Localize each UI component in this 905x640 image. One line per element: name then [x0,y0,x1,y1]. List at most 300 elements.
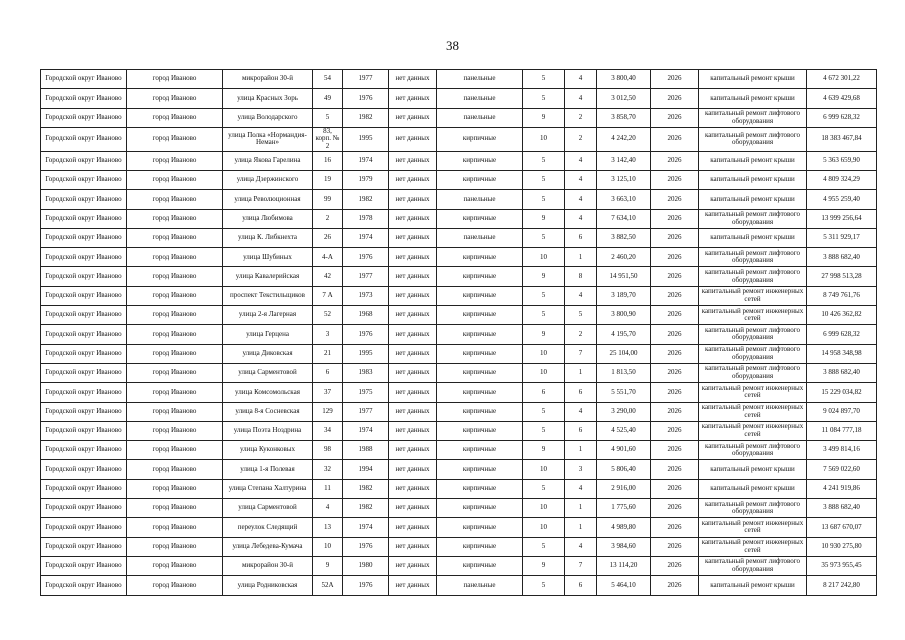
cell-work-type: капитальный ремонт инженерных сетей [699,286,807,305]
cell-wall-material: кирпичные [437,209,523,228]
cell-repair-year: 2026 [651,306,699,325]
cell-municipality: Городской округ Иваново [41,537,127,556]
cell-repair-year: 2026 [651,576,699,595]
cell-settlement: город Иваново [127,89,223,108]
cell-renovation-year: нет данных [389,537,437,556]
cell-settlement: город Иваново [127,267,223,286]
cell-work-type: капитальный ремонт инженерных сетей [699,537,807,556]
cell-settlement: город Иваново [127,518,223,537]
cell-area: 1 775,60 [597,499,651,518]
cell-house-number: 37 [313,383,343,402]
cell-floors: 9 [523,267,565,286]
cell-renovation-year: нет данных [389,402,437,421]
cell-entrances: 4 [565,402,597,421]
cell-cost: 13 999 256,64 [807,209,877,228]
cell-wall-material: кирпичные [437,267,523,286]
cell-house-number: 26 [313,228,343,247]
table-row [41,576,877,595]
cell-settlement: город Иваново [127,402,223,421]
cell-municipality: Городской округ Иваново [41,70,127,89]
cell-cost: 4 955 259,40 [807,190,877,209]
cell-renovation-year: нет данных [389,325,437,344]
cell-area: 4 242,20 [597,127,651,151]
cell-area: 3 882,50 [597,228,651,247]
cell-renovation-year: нет данных [389,190,437,209]
cell-house-number: 2 [313,209,343,228]
cell-work-type: капитальный ремонт инженерных сетей [699,421,807,440]
cell-repair-year: 2026 [651,190,699,209]
cell-settlement: город Иваново [127,248,223,267]
cell-floors: 9 [523,441,565,460]
cell-municipality: Городской округ Иваново [41,556,127,575]
cell-entrances: 1 [565,499,597,518]
table-row [41,383,877,402]
table-row [41,537,877,556]
cell-entrances: 4 [565,286,597,305]
cell-build-year: 1994 [343,460,389,479]
table-row [41,402,877,421]
cell-street: улица Комсомольская [223,383,313,402]
cell-house-number: 42 [313,267,343,286]
cell-house-number: 32 [313,460,343,479]
cell-street: улица Куконковых [223,441,313,460]
cell-house-number: 99 [313,190,343,209]
cell-street: улица Степана Халтурина [223,479,313,498]
cell-wall-material: кирпичные [437,248,523,267]
cell-street: улица Шубиных [223,248,313,267]
cell-renovation-year: нет данных [389,556,437,575]
cell-area: 3 290,00 [597,402,651,421]
cell-wall-material: панельные [437,108,523,127]
cell-area: 3 189,70 [597,286,651,305]
cell-area: 3 858,70 [597,108,651,127]
cell-renovation-year: нет данных [389,383,437,402]
cell-renovation-year: нет данных [389,499,437,518]
cell-repair-year: 2026 [651,344,699,363]
cell-area: 3 142,40 [597,151,651,170]
cell-street: улица 2-я Лагерная [223,306,313,325]
cell-settlement: город Иваново [127,556,223,575]
cell-cost: 4 672 301,22 [807,70,877,89]
table-row [41,248,877,267]
cell-cost: 10 426 362,82 [807,306,877,325]
cell-house-number: 54 [313,70,343,89]
table-row [41,421,877,440]
cell-cost: 7 569 022,60 [807,460,877,479]
cell-house-number: 52А [313,576,343,595]
cell-cost: 13 687 670,07 [807,518,877,537]
table-row [41,151,877,170]
cell-floors: 5 [523,228,565,247]
cell-build-year: 1974 [343,151,389,170]
cell-wall-material: кирпичные [437,325,523,344]
cell-cost: 10 930 275,80 [807,537,877,556]
cell-entrances: 4 [565,151,597,170]
cell-entrances: 4 [565,170,597,189]
cell-municipality: Городской округ Иваново [41,479,127,498]
cell-municipality: Городской округ Иваново [41,209,127,228]
cell-street: улица Якова Гарелина [223,151,313,170]
cell-renovation-year: нет данных [389,518,437,537]
cell-renovation-year: нет данных [389,127,437,151]
cell-house-number: 3 [313,325,343,344]
cell-wall-material: кирпичные [437,421,523,440]
cell-area: 5 464,10 [597,576,651,595]
cell-settlement: город Иваново [127,170,223,189]
cell-floors: 10 [523,460,565,479]
cell-house-number: 9 [313,556,343,575]
cell-settlement: город Иваново [127,325,223,344]
cell-settlement: город Иваново [127,421,223,440]
cell-municipality: Городской округ Иваново [41,267,127,286]
cell-build-year: 1978 [343,209,389,228]
cell-area: 3 800,90 [597,306,651,325]
cell-wall-material: кирпичные [437,363,523,382]
cell-work-type: капитальный ремонт лифтового оборудования [699,248,807,267]
table-row [41,306,877,325]
cell-cost: 6 999 628,32 [807,108,877,127]
cell-settlement: город Иваново [127,70,223,89]
cell-area: 4 989,80 [597,518,651,537]
cell-house-number: 19 [313,170,343,189]
cell-street: улица 1-я Полевая [223,460,313,479]
cell-entrances: 4 [565,537,597,556]
cell-renovation-year: нет данных [389,248,437,267]
cell-settlement: город Иваново [127,441,223,460]
cell-work-type: капитальный ремонт крыши [699,151,807,170]
cell-renovation-year: нет данных [389,209,437,228]
cell-area: 2 460,20 [597,248,651,267]
cell-floors: 9 [523,108,565,127]
cell-renovation-year: нет данных [389,344,437,363]
cell-floors: 5 [523,170,565,189]
cell-municipality: Городской округ Иваново [41,325,127,344]
cell-cost: 4 241 919,86 [807,479,877,498]
cell-cost: 3 888 682,40 [807,499,877,518]
cell-settlement: город Иваново [127,190,223,209]
cell-municipality: Городской округ Иваново [41,576,127,595]
cell-renovation-year: нет данных [389,70,437,89]
cell-street: микрорайон 30-й [223,556,313,575]
cell-settlement: город Иваново [127,537,223,556]
table-row [41,325,877,344]
cell-work-type: капитальный ремонт лифтового оборудования [699,441,807,460]
cell-municipality: Городской округ Иваново [41,286,127,305]
cell-municipality: Городской округ Иваново [41,151,127,170]
cell-floors: 10 [523,344,565,363]
cell-house-number: 7 А [313,286,343,305]
cell-work-type: капитальный ремонт лифтового оборудования [699,325,807,344]
cell-renovation-year: нет данных [389,363,437,382]
table-row [41,209,877,228]
cell-wall-material: кирпичные [437,170,523,189]
cell-wall-material: кирпичные [437,306,523,325]
cell-repair-year: 2026 [651,170,699,189]
cell-street: улица Дзержинского [223,170,313,189]
cell-house-number: 83, корп. № 2 [313,127,343,151]
cell-municipality: Городской округ Иваново [41,248,127,267]
cell-entrances: 7 [565,556,597,575]
table-row [41,363,877,382]
cell-settlement: город Иваново [127,363,223,382]
cell-area: 1 813,50 [597,363,651,382]
cell-repair-year: 2026 [651,209,699,228]
cell-floors: 10 [523,499,565,518]
cell-municipality: Городской округ Иваново [41,402,127,421]
cell-municipality: Городской округ Иваново [41,170,127,189]
cell-municipality: Городской округ Иваново [41,344,127,363]
cell-street: улица Революционная [223,190,313,209]
cell-work-type: капитальный ремонт лифтового оборудования [699,267,807,286]
cell-house-number: 6 [313,363,343,382]
cell-repair-year: 2026 [651,248,699,267]
table-row [41,170,877,189]
cell-area: 3 663,10 [597,190,651,209]
cell-build-year: 1976 [343,89,389,108]
cell-work-type: капитальный ремонт крыши [699,190,807,209]
cell-work-type: капитальный ремонт инженерных сетей [699,383,807,402]
cell-work-type: капитальный ремонт крыши [699,460,807,479]
cell-repair-year: 2026 [651,383,699,402]
cell-municipality: Городской округ Иваново [41,499,127,518]
cell-house-number: 49 [313,89,343,108]
cell-wall-material: кирпичные [437,402,523,421]
cell-floors: 9 [523,325,565,344]
cell-renovation-year: нет данных [389,286,437,305]
cell-floors: 5 [523,151,565,170]
cell-repair-year: 2026 [651,151,699,170]
cell-cost: 14 958 348,98 [807,344,877,363]
cell-wall-material: кирпичные [437,460,523,479]
cell-entrances: 1 [565,518,597,537]
building-repair-table [40,69,877,596]
cell-renovation-year: нет данных [389,479,437,498]
cell-wall-material: кирпичные [437,518,523,537]
cell-area: 3 800,40 [597,70,651,89]
cell-floors: 6 [523,383,565,402]
cell-repair-year: 2026 [651,499,699,518]
cell-entrances: 4 [565,209,597,228]
cell-build-year: 1977 [343,402,389,421]
cell-entrances: 5 [565,306,597,325]
cell-repair-year: 2026 [651,127,699,151]
cell-cost: 8 749 761,76 [807,286,877,305]
cell-build-year: 1995 [343,344,389,363]
cell-build-year: 1974 [343,228,389,247]
cell-cost: 11 084 777,18 [807,421,877,440]
cell-build-year: 1982 [343,190,389,209]
cell-entrances: 1 [565,248,597,267]
cell-floors: 9 [523,556,565,575]
cell-wall-material: кирпичные [437,151,523,170]
table-row [41,108,877,127]
cell-cost: 9 024 897,70 [807,402,877,421]
cell-entrances: 6 [565,421,597,440]
cell-repair-year: 2026 [651,402,699,421]
cell-entrances: 4 [565,479,597,498]
cell-cost: 27 998 513,28 [807,267,877,286]
cell-build-year: 1977 [343,70,389,89]
cell-entrances: 4 [565,70,597,89]
cell-work-type: капитальный ремонт инженерных сетей [699,518,807,537]
cell-floors: 10 [523,518,565,537]
cell-floors: 5 [523,479,565,498]
cell-wall-material: панельные [437,70,523,89]
cell-area: 5 551,70 [597,383,651,402]
cell-build-year: 1973 [343,286,389,305]
cell-entrances: 6 [565,228,597,247]
cell-cost: 4 809 324,29 [807,170,877,189]
cell-repair-year: 2026 [651,441,699,460]
cell-entrances: 1 [565,363,597,382]
cell-build-year: 1974 [343,421,389,440]
cell-wall-material: кирпичные [437,499,523,518]
cell-street: улица Родниковская [223,576,313,595]
cell-area: 25 104,00 [597,344,651,363]
cell-settlement: город Иваново [127,127,223,151]
cell-area: 4 195,70 [597,325,651,344]
cell-repair-year: 2026 [651,479,699,498]
cell-settlement: город Иваново [127,344,223,363]
cell-build-year: 1979 [343,170,389,189]
cell-area: 3 012,50 [597,89,651,108]
cell-renovation-year: нет данных [389,306,437,325]
cell-cost: 5 363 659,90 [807,151,877,170]
cell-wall-material: панельные [437,190,523,209]
cell-street: улица Володарского [223,108,313,127]
cell-cost: 3 499 814,16 [807,441,877,460]
cell-settlement: город Иваново [127,151,223,170]
cell-renovation-year: нет данных [389,441,437,460]
cell-work-type: капитальный ремонт крыши [699,70,807,89]
cell-street: улица Герцена [223,325,313,344]
cell-municipality: Городской округ Иваново [41,190,127,209]
cell-work-type: капитальный ремонт инженерных сетей [699,306,807,325]
cell-street: улица Сарментовой [223,499,313,518]
cell-floors: 5 [523,190,565,209]
cell-entrances: 7 [565,344,597,363]
cell-street: проспект Текстильщиков [223,286,313,305]
cell-settlement: город Иваново [127,286,223,305]
cell-work-type: капитальный ремонт лифтового оборудования [699,127,807,151]
table-row [41,479,877,498]
cell-floors: 5 [523,402,565,421]
cell-build-year: 1982 [343,108,389,127]
cell-street: улица К. Либкнехта [223,228,313,247]
cell-wall-material: кирпичные [437,127,523,151]
cell-floors: 5 [523,306,565,325]
cell-settlement: город Иваново [127,460,223,479]
cell-settlement: город Иваново [127,479,223,498]
cell-build-year: 1977 [343,267,389,286]
cell-entrances: 2 [565,108,597,127]
cell-repair-year: 2026 [651,518,699,537]
cell-area: 3 125,10 [597,170,651,189]
cell-floors: 10 [523,248,565,267]
cell-entrances: 4 [565,89,597,108]
cell-area: 4 901,60 [597,441,651,460]
cell-floors: 10 [523,363,565,382]
cell-street: улица Кавалерийская [223,267,313,286]
cell-floors: 5 [523,576,565,595]
table-row [41,460,877,479]
cell-street: переулок Следящий [223,518,313,537]
cell-work-type: капитальный ремонт крыши [699,479,807,498]
cell-work-type: капитальный ремонт лифтового оборудования [699,499,807,518]
cell-area: 4 525,40 [597,421,651,440]
cell-repair-year: 2026 [651,421,699,440]
table-body [41,70,877,596]
cell-settlement: город Иваново [127,383,223,402]
cell-house-number: 13 [313,518,343,537]
cell-build-year: 1976 [343,325,389,344]
cell-repair-year: 2026 [651,228,699,247]
cell-entrances: 6 [565,383,597,402]
cell-municipality: Городской округ Иваново [41,306,127,325]
cell-renovation-year: нет данных [389,576,437,595]
cell-renovation-year: нет данных [389,460,437,479]
cell-municipality: Городской округ Иваново [41,421,127,440]
cell-build-year: 1976 [343,537,389,556]
cell-work-type: капитальный ремонт лифтового оборудования [699,344,807,363]
cell-renovation-year: нет данных [389,228,437,247]
cell-street: микрорайон 30-й [223,70,313,89]
cell-municipality: Городской округ Иваново [41,108,127,127]
table-row [41,441,877,460]
table-row [41,190,877,209]
cell-renovation-year: нет данных [389,170,437,189]
cell-build-year: 1982 [343,479,389,498]
table-row [41,344,877,363]
cell-municipality: Городской округ Иваново [41,363,127,382]
cell-work-type: капитальный ремонт крыши [699,228,807,247]
cell-wall-material: кирпичные [437,286,523,305]
cell-area: 2 916,00 [597,479,651,498]
cell-wall-material: панельные [437,89,523,108]
cell-repair-year: 2026 [651,363,699,382]
cell-entrances: 6 [565,576,597,595]
cell-build-year: 1980 [343,556,389,575]
cell-street: улица Полка «Нормандия-Неман» [223,127,313,151]
cell-build-year: 1982 [343,499,389,518]
cell-repair-year: 2026 [651,537,699,556]
table-row [41,89,877,108]
cell-area: 13 114,20 [597,556,651,575]
cell-cost: 8 217 242,80 [807,576,877,595]
cell-work-type: капитальный ремонт лифтового оборудования [699,209,807,228]
cell-build-year: 1988 [343,441,389,460]
cell-house-number: 129 [313,402,343,421]
cell-renovation-year: нет данных [389,89,437,108]
cell-work-type: капитальный ремонт крыши [699,576,807,595]
cell-area: 3 984,60 [597,537,651,556]
cell-renovation-year: нет данных [389,108,437,127]
cell-work-type: капитальный ремонт лифтового оборудования [699,363,807,382]
cell-municipality: Городской округ Иваново [41,228,127,247]
table-row [41,518,877,537]
cell-renovation-year: нет данных [389,421,437,440]
cell-repair-year: 2026 [651,89,699,108]
cell-build-year: 1976 [343,576,389,595]
cell-cost: 3 888 682,40 [807,363,877,382]
cell-build-year: 1976 [343,248,389,267]
table-row [41,556,877,575]
cell-settlement: город Иваново [127,108,223,127]
cell-floors: 5 [523,537,565,556]
cell-repair-year: 2026 [651,286,699,305]
cell-municipality: Городской округ Иваново [41,441,127,460]
cell-municipality: Городской округ Иваново [41,127,127,151]
